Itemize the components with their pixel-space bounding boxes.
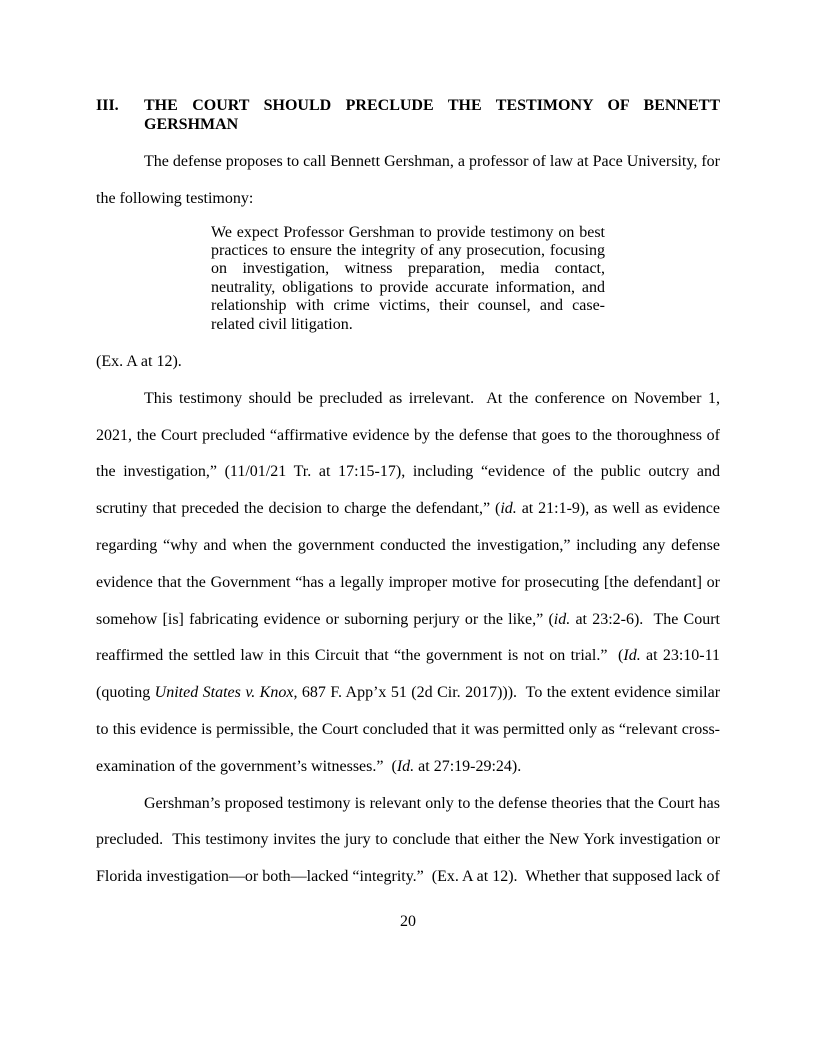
document-body — [96, 96, 720, 896]
page-number: 20 — [400, 913, 416, 930]
exhibit-citation: (Ex. A at 12). — [96, 353, 182, 371]
argument-paragraph: This testimony should be precluded as irrelevant. At the conference on November 1, 2021, the Court precluded “affirmative evidence by the defense that goes to the thoroughness of the investigation,” (11/01/21 Tr. at 17:15-17), including “evidence of the public outcry and scrutiny that preceded the decision to charge the defendant,” (id. at 21:1-9), as well as evidence regarding “why and when the government conducted the investigation,” including any defense evidence that the Government “has a legally improper motive for prosecuting [the defendant] or somehow [is] fabricating evidence or suborning perjury or the like,” (id. at 23:2-6). The Court reaffirmed the settled law in this Circuit that “the government is not on trial.” (Id. at 23:10-11 (quoting United States v. Knox, 687 F. App’x 51 (2d Cir. 2017))). To the extent evidence similar to this evidence is permissible, the Court concluded that it was permitted only as “relevant cross-examination of the government’s witnesses.” (Id. at 27:19-29:24). — [96, 389, 721, 775]
section-numeral: III. — [96, 97, 119, 114]
relevance-paragraph: Gershman’s proposed testimony is relevant only to the defense theories that the Court has precluded. This testimony invites the jury to conclude that either the New York investigation or Florida investigation—or both—lacked “integrity.” (Ex. A at 12). Whether that supposed lack of — [96, 794, 720, 886]
testimony-blockquote: We expect Professor Gershman to provide testimony on best practices to ensure the integrity of any prosecution, focusing on investigation, witness preparation, media contact, neutrality, obligations to provide accurate information, and relationship with crime victims, their counsel, and case-related civil litigation. — [211, 223, 605, 333]
intro-paragraph: The defense proposes to call Bennett Gershman, a professor of law at Pace University, for the following testimony: — [96, 153, 720, 207]
section-heading-text: THE COURT SHOULD PRECLUDE THE TESTIMONY OF BENNETT GERSHMAN — [144, 97, 720, 133]
section-heading — [96, 96, 720, 134]
